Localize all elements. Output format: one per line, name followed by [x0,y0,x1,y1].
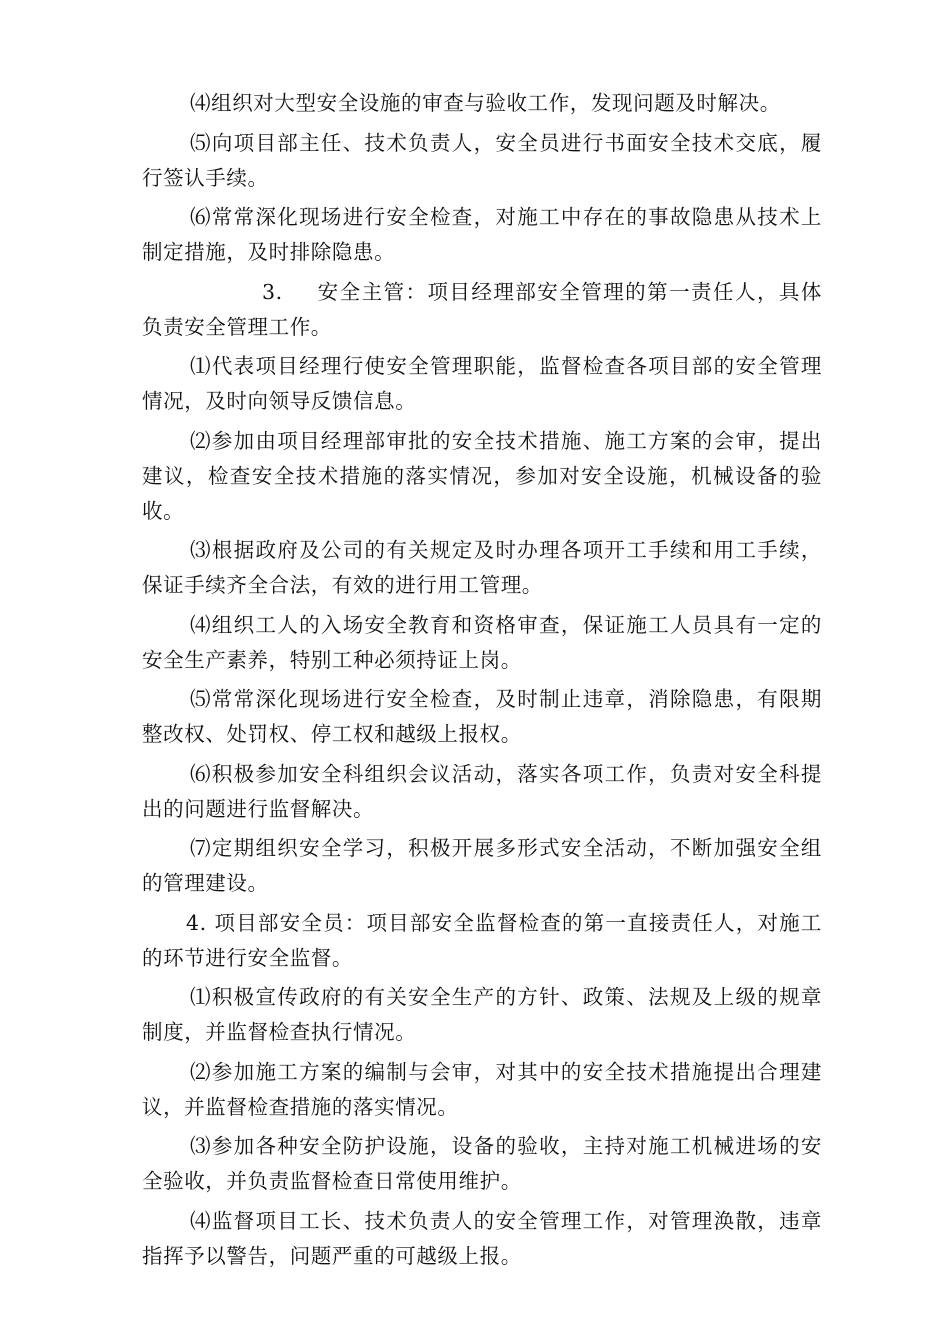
paragraph-item-3-permits: ⑶根据政府及公司的有关规定及时办理各项开工手续和用工手续，保证手续齐全合法，有效的进行用工管理。 [142,538,822,597]
paragraph-item-4-worker-education: ⑷组织工人的入场安全教育和资格审查，保证施工人员具有一定的安全生产素养，特别工种必须持证上岗。 [142,612,822,672]
section-number: 3. [262,279,283,304]
paragraph-item-5-stop-violations: ⑸常常深化现场进行安全检查，及时制止违章，消除隐患，有限期整改权、处罚权、停工权和越级上报权。 [142,687,822,746]
paragraph-item-5-technical-briefing: ⑸向项目部主任、技术负责人，安全员进行书面安全技术交底，履行签认手续。 [142,130,822,190]
section-3-safety-supervisor [142,275,822,345]
paragraph-item-1-represent-manager: ⑴代表项目经理行使安全管理职能，监督检查各项目部的安全管理情况，及时向领导反馈信息。 [142,354,822,413]
paragraph-item-3-equipment-acceptance: ⑶参加各种安全防护设施，设备的验收，主持对施工机械进场的安全验收，并负责监督检查日常使用维护。 [142,1134,822,1193]
paragraph-item-6-meetings: ⑹积极参加安全科组织会议活动，落实各项工作，负责对安全科提出的问题进行监督解决。 [142,761,822,821]
paragraph-item-1-promote-policy: ⑴积极宣传政府的有关安全生产的方针、政策、法规及上级的规章制度，并监督检查执行情况。 [142,985,822,1044]
paragraph-item-6-site-inspection: ⑹常常深化现场进行安全检查，对施工中存在的事故隐患从技术上制定措施，及时排除隐患。 [142,205,822,264]
paragraph-item-2-joint-review: ⑵参加由项目经理部审批的安全技术措施、施工方案的会审，提出建议，检查安全技术措施的落实情况，参加对安全设施，机械设备的验收。 [142,428,822,523]
section-text: 安全主管：项目经理部安全管理的第一责任人，具体负责安全管理工作。 [142,279,822,339]
paragraph-item-4-supervise-foremen: ⑷监督项目工长、技术负责人的安全管理工作，对管理涣散，违章指挥予以警告，问题严重的可越级上报。 [142,1208,822,1268]
section-4-safety-officer: 4. 项目部安全员：项目部安全监督检查的第一直接责任人，对施工的环节进行安全监督。 [142,910,822,970]
document-page [142,86,822,1278]
paragraph-item-4-review-facilities: ⑷组织对大型安全设施的审查与验收工作，发现问题及时解决。 [190,91,781,115]
paragraph-item-7-training: ⑺定期组织安全学习，积极开展多形式安全活动，不断加强安全组的管理建设。 [142,836,822,895]
paragraph-item-2-plan-compilation: ⑵参加施工方案的编制与会审，对其中的安全技术措施提出合理建议，并监督检查措施的落实情况。 [142,1059,822,1119]
